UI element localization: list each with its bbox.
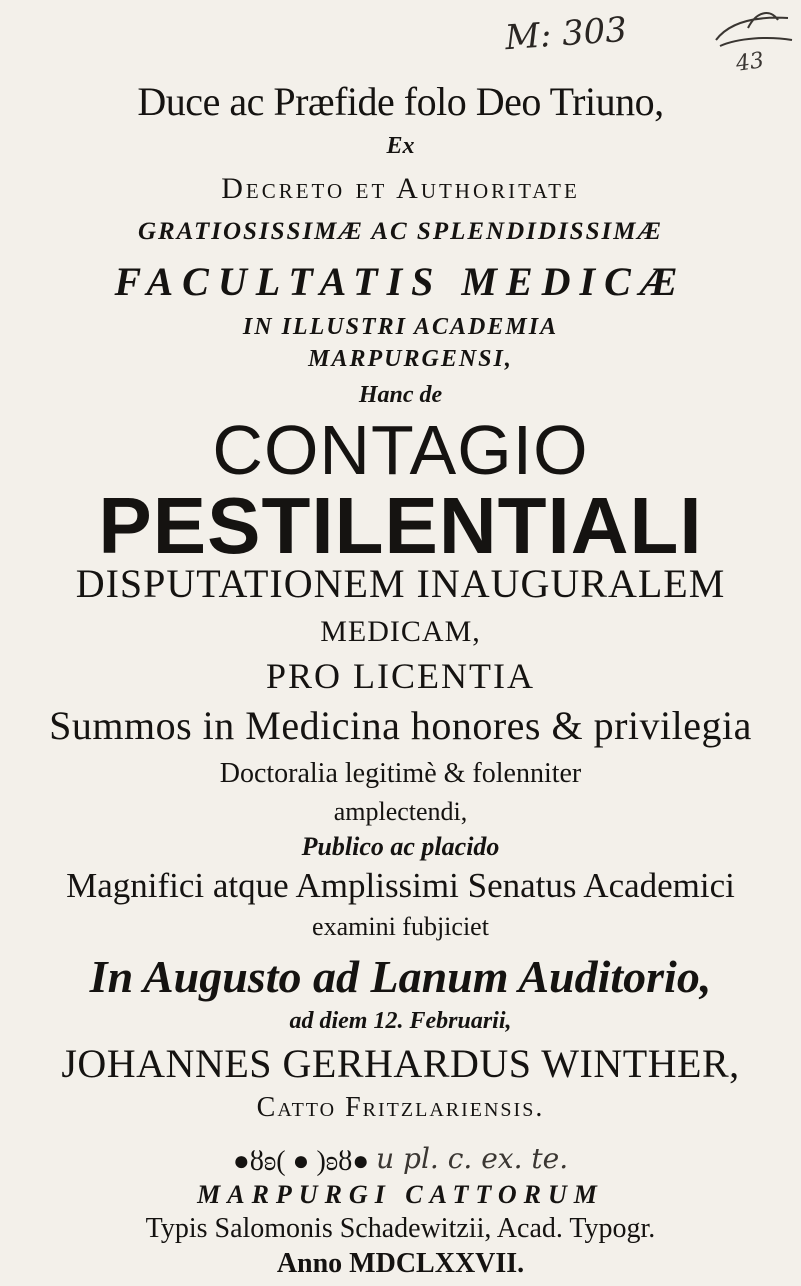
amplectendi-line: amplectendi, xyxy=(333,797,468,826)
handwritten-number: 43 xyxy=(734,48,766,77)
imprint-year: Anno MDCLXXVII. xyxy=(276,1248,525,1279)
marpurgensi-line: MARPURGENSI, xyxy=(308,346,513,372)
disputationem-line: DISPUTATIONEM INAUGURALEM xyxy=(75,561,726,606)
ornament-line xyxy=(0,1142,801,1178)
medicam-line: MEDICAM, xyxy=(320,615,481,648)
ex-line: Ex xyxy=(386,133,415,159)
handwritten-shelfmark: M: 303 xyxy=(503,9,629,59)
author-origin: Catto Fritzlariensis. xyxy=(256,1092,545,1123)
invocation-line: Duce ac Præfide folo Deo Triuno, xyxy=(137,79,664,124)
title-contagio: CONTAGIO xyxy=(212,411,589,489)
facultatis-line: FACULTATIS MEDICÆ xyxy=(114,259,687,304)
academia-line: IN ILLUSTRI ACADEMIA xyxy=(242,314,559,340)
auditorio-line: In Augusto ad Lanum Auditorio, xyxy=(89,951,712,1002)
handwritten-note: u pl. c. ex. te. xyxy=(376,1142,569,1175)
summos-line: Summos in Medicina honores & privilegia xyxy=(49,703,752,748)
title-pestilentiali: PESTILENTIALI xyxy=(98,481,703,570)
publico-line: Publico ac placido xyxy=(301,832,500,861)
pro-licentia-line: PRO LICENTIA xyxy=(266,656,535,696)
ornament-left: ●ȣʚ( ● xyxy=(232,1145,310,1177)
magnifici-line: Magnifici atque Amplissimi Senatus Academici xyxy=(66,866,735,905)
ornament-right: )ʚȣ● xyxy=(316,1145,370,1177)
gratiosissimae-line: GRATIOSISSIMÆ AC SPLENDIDISSIMÆ xyxy=(137,218,664,245)
examini-line: examini fubjiciet xyxy=(312,912,489,941)
imprint-printer: Typis Salomonis Schadewitzii, Acad. Typogr. xyxy=(145,1213,656,1244)
hanc-de-line: Hanc de xyxy=(358,382,443,408)
doctoralia-line: Doctoralia legitimè & folenniter xyxy=(219,758,582,789)
imprint-place: MARPURGI CATTORUM xyxy=(197,1180,604,1209)
date-line: ad diem 12. Februarii, xyxy=(289,1008,512,1034)
decreto-line: Decreto et Authoritate xyxy=(221,172,580,205)
author-name: JOHANNES GERHARDUS WINTHER, xyxy=(61,1041,740,1086)
